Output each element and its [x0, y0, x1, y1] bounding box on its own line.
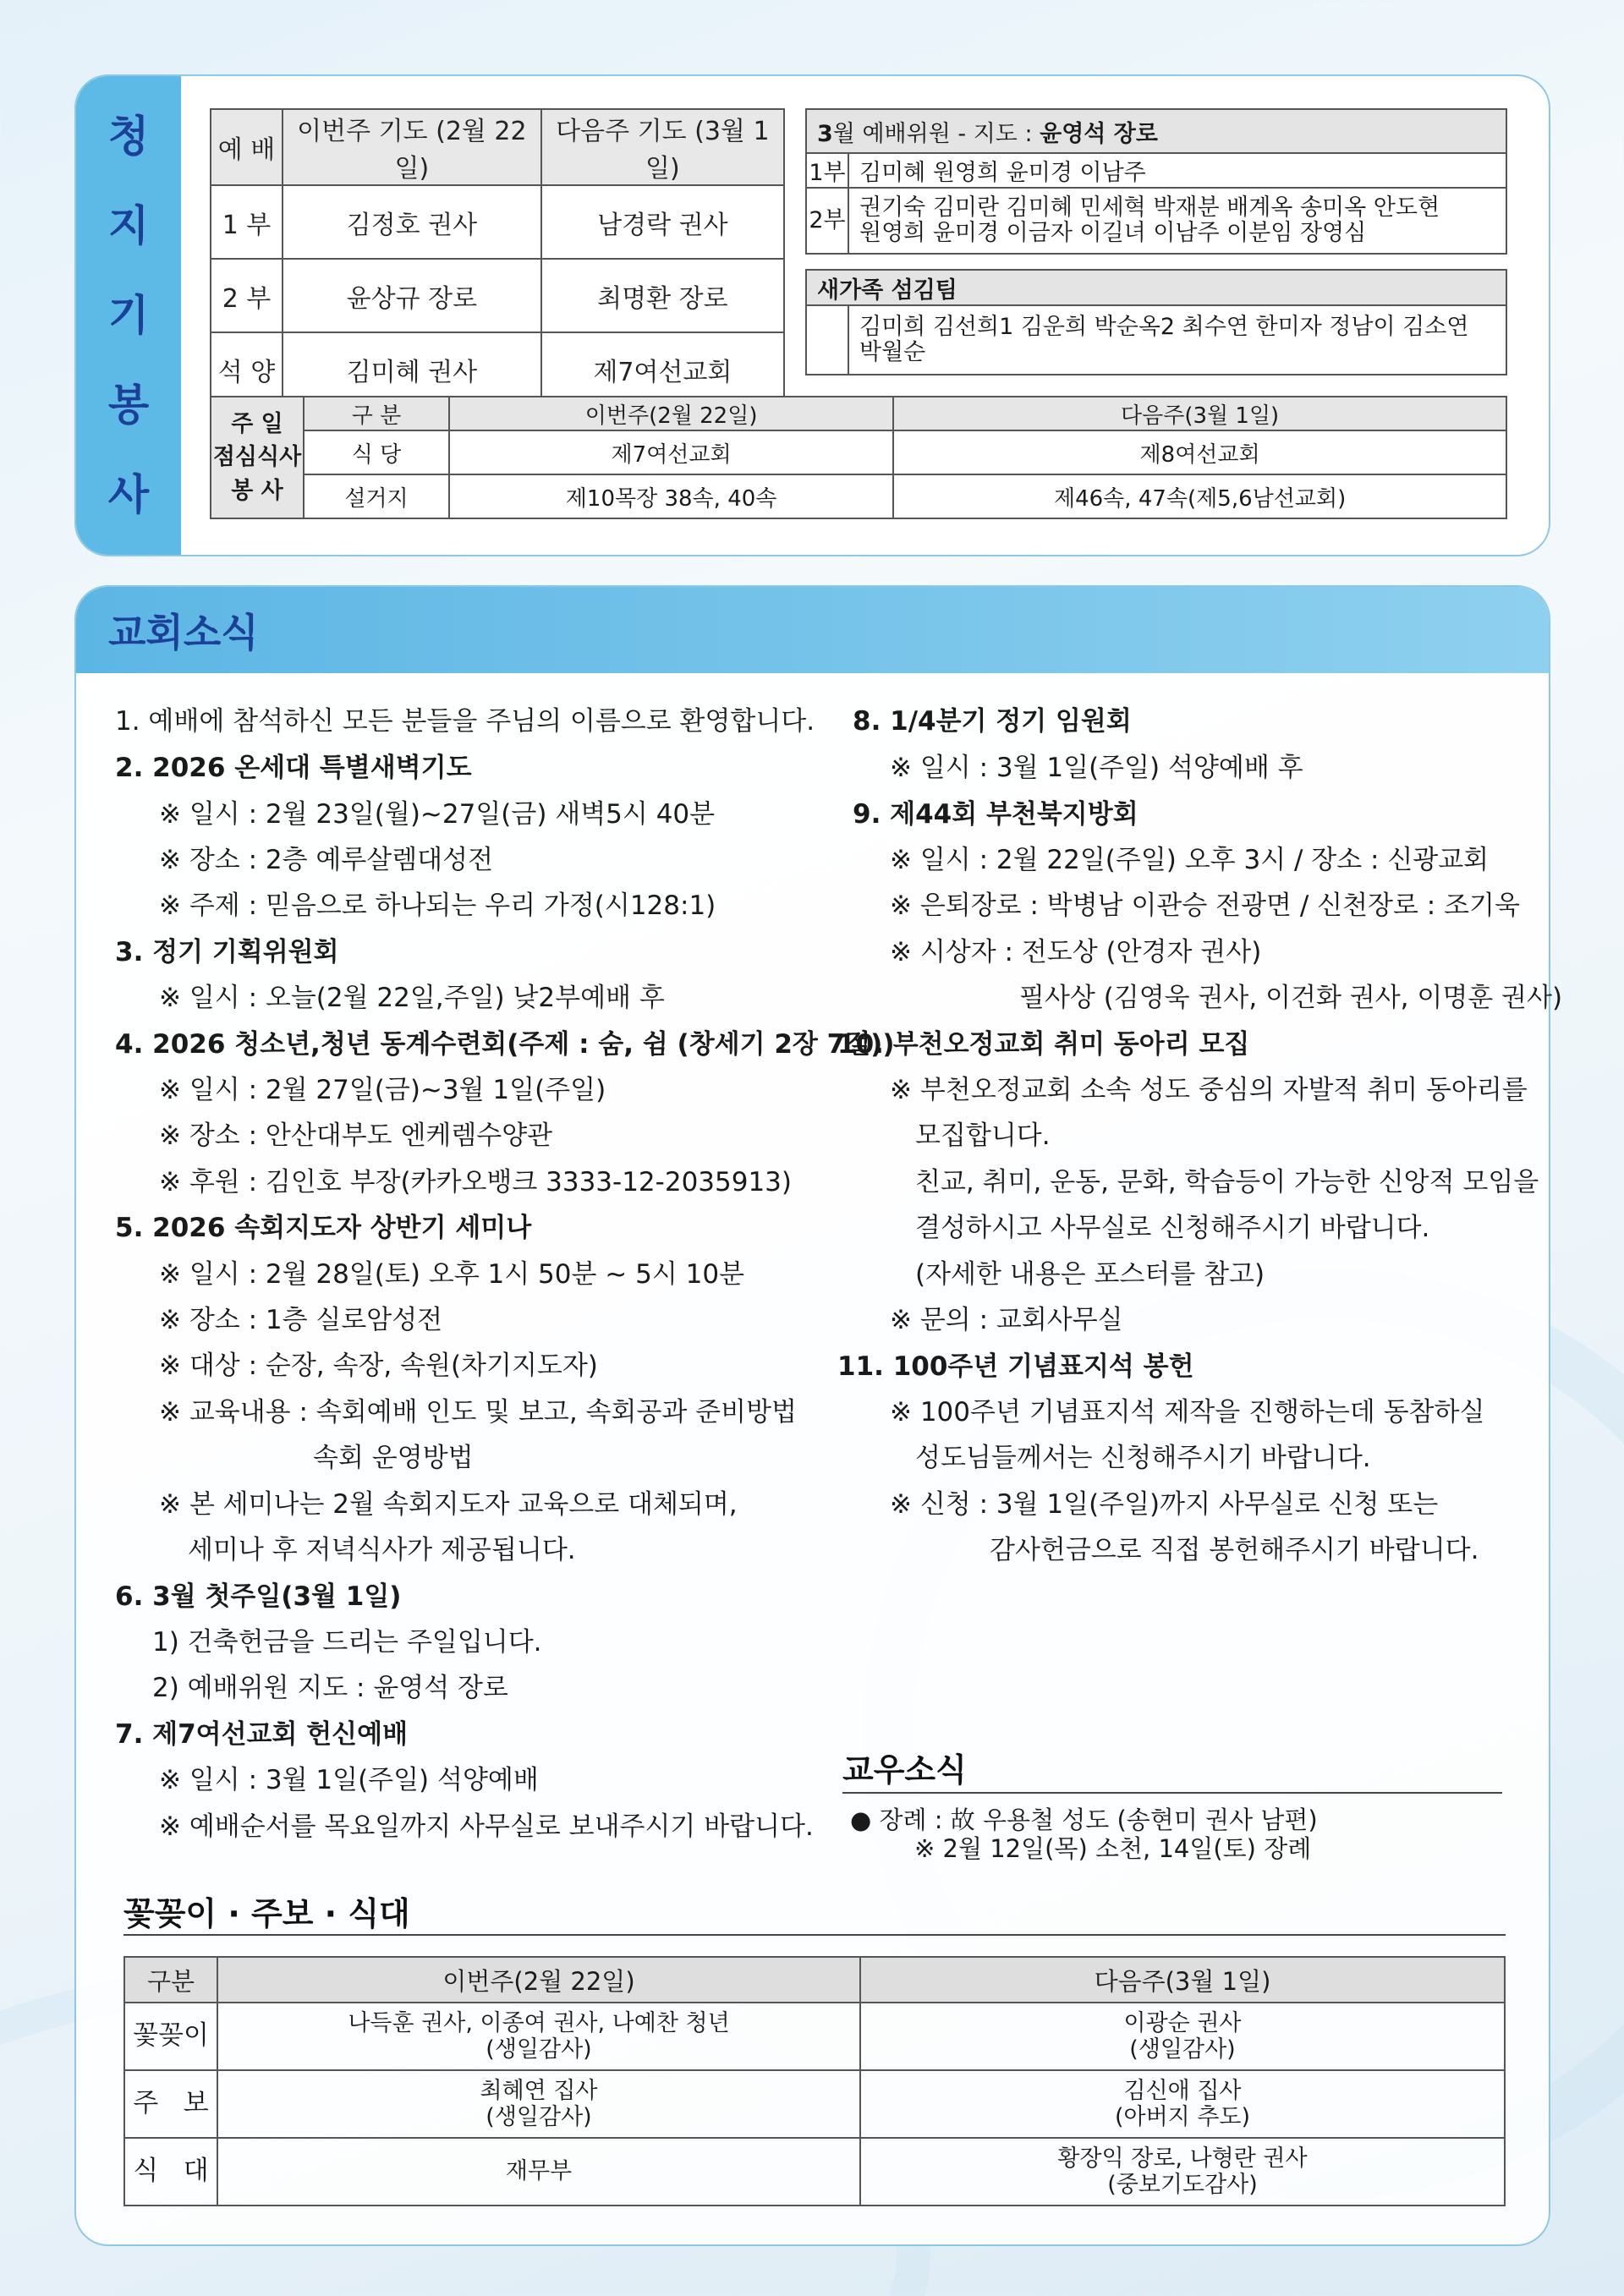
table-cell: 제7여선교회: [449, 430, 893, 474]
title-char: 청: [107, 112, 150, 161]
flowers-table: [123, 1956, 1506, 2206]
worship-committee-table: [805, 108, 1507, 255]
title-char: 기: [107, 291, 150, 340]
table-cell: 황장익 장로, 나형란 권사 (중보기도감사): [860, 2138, 1505, 2206]
table-cell: 2부: [806, 188, 848, 254]
news-item-heading: 5. 2026 속회지도자 상반기 세미나: [115, 1213, 532, 1243]
table-header: 이번주(2월 22일): [217, 1957, 860, 2003]
table-header: 다음주(3월 1일): [860, 1957, 1505, 2003]
table-cell: 설거지: [304, 474, 449, 518]
news-item-line: ※ 장소 : 1층 실로암성전: [159, 1305, 443, 1335]
divider: [842, 1792, 1502, 1794]
news-item-line: ※ 100주년 기념표지석 제작을 진행하는데 동참하실: [890, 1397, 1485, 1427]
lunch-service-table: [210, 396, 1507, 519]
flowers-title: 꽃꽂이 · 주보 · 식대: [123, 1895, 410, 1932]
title-char: 봉: [107, 381, 150, 430]
news-item-line: ※ 일시 : 2월 23일(월)~27일(금) 새벽5시 40분: [159, 799, 716, 830]
news-item-line: 성도님들께서는 신청해주시기 바랍니다.: [915, 1443, 1371, 1473]
table-cell: 김미혜 권사: [283, 332, 541, 406]
table-cell: 2 부: [211, 259, 283, 332]
table-cell: 나득훈 권사, 이종여 권사, 나예찬 청년 (생일감사): [217, 2003, 860, 2070]
table-cell: 이광순 권사 (생일감사): [860, 2003, 1505, 2070]
table-cell: 1 부: [211, 185, 283, 259]
news-item-line: ※ 은퇴장로 : 박병남 이관승 전광면 / 신천장로 : 조기욱: [890, 890, 1520, 921]
table-cell: 재무부: [217, 2138, 860, 2206]
table-row: [806, 305, 1506, 375]
member-news-line: ※ 2월 12일(목) 소천, 14일(토) 장례: [914, 1834, 1312, 1863]
title-char: 지: [107, 201, 150, 250]
table-header: 이번주(2월 22일): [449, 397, 893, 430]
table-row: [211, 259, 784, 332]
table-row: [124, 2003, 1505, 2070]
table-cell: 식 당: [304, 430, 449, 474]
news-item-line: ※ 장소 : 2층 예루살렘대성전: [159, 845, 494, 875]
news-item-line: ※ 문의 : 교회사무실: [890, 1305, 1123, 1335]
table-header: 예 배: [211, 109, 283, 185]
prayer-table: [210, 108, 785, 407]
table-cell: 석 양: [211, 332, 283, 406]
news-item-line: ※ 부천오정교회 소속 성도 중심의 자발적 취미 동아리를: [890, 1075, 1528, 1105]
table-cell: 제46속, 47속(제5,6남선교회): [893, 474, 1506, 518]
news-item-line: 속회 운영방법: [313, 1443, 474, 1473]
table-cell: 남경락 권사: [541, 185, 784, 259]
table-cell: 최명환 장로: [541, 259, 784, 332]
news-item-line: ※ 본 세미나는 2월 속회지도자 교육으로 대체되며,: [159, 1489, 738, 1520]
news-item-line: ※ 일시 : 오늘(2월 22일,주일) 낮2부예배 후: [159, 983, 665, 1013]
table-cell: 제10목장 38속, 40속: [449, 474, 893, 518]
news-item-line: ※ 일시 : 2월 27일(금)~3월 1일(주일): [159, 1075, 606, 1105]
news-item-line: ※ 교육내용 : 속회예배 인도 및 보고, 속회공과 준비방법: [159, 1397, 797, 1427]
divider: [123, 1934, 1506, 1936]
news-item-heading: 10. 부천오정교회 취미 동아리 모집: [837, 1029, 1250, 1060]
news-item-heading: 11. 100주년 기념표지석 봉헌: [837, 1351, 1194, 1382]
news-item-line: ※ 예배순서를 목요일까지 사무실로 보내주시기 바랍니다.: [159, 1811, 814, 1842]
stewardship-title-band: [76, 76, 181, 555]
table-row: [211, 474, 1506, 518]
worship-committee-header: 3월 예배위원 - 지도 : 윤영석 장로: [806, 109, 1506, 153]
news-item-line: 2) 예배위원 지도 : 윤영석 장로: [152, 1673, 508, 1703]
news-item-heading: 3. 정기 기획위원회: [115, 937, 339, 967]
news-item-line: 모집합니다.: [915, 1121, 1051, 1151]
title-char: 사: [107, 470, 150, 519]
table-header: 구 분: [304, 397, 449, 430]
lunch-label: 주 일 점심식사 봉 사: [211, 397, 304, 518]
table-header: 다음주 기도 (3월 1일): [541, 109, 784, 185]
church-news-header: [76, 587, 1549, 673]
table-header: 다음주(3월 1일): [893, 397, 1506, 430]
table-cell: [806, 305, 848, 375]
table-cell: 김신애 집사 (아버지 추도): [860, 2070, 1505, 2138]
news-item-line: ※ 신청 : 3월 1일(주일)까지 사무실로 신청 또는: [890, 1489, 1439, 1520]
news-item-heading: 2. 2026 온세대 특별새벽기도: [115, 753, 472, 783]
table-cell: 꽃꽂이: [124, 2003, 217, 2070]
table-row: [806, 188, 1506, 254]
table-cell: 제8여선교회: [893, 430, 1506, 474]
news-item-line: 세미나 후 저녁식사가 제공됩니다.: [188, 1535, 576, 1565]
table-cell: 권기숙 김미란 김미혜 민세혁 박재분 배계옥 송미옥 안도현 원영희 윤미경 이금자 이길녀 이남주 이분임 장영심: [848, 188, 1506, 254]
newcomer-team-header: 새가족 섬김팀: [806, 270, 1506, 305]
table-cell: 최혜연 집사 (생일감사): [217, 2070, 860, 2138]
news-item-heading: 9. 제44회 부천북지방회: [853, 799, 1138, 830]
table-cell: 1부: [806, 153, 848, 188]
table-cell: 윤상규 장로: [283, 259, 541, 332]
table-row: [211, 430, 1506, 474]
news-item-line: ※ 일시 : 2월 28일(토) 오후 1시 50분 ~ 5시 10분: [159, 1259, 745, 1290]
church-news-title: 교회소식: [108, 610, 259, 655]
news-item-line: 감사헌금으로 직접 봉헌해주시기 바랍니다.: [990, 1535, 1479, 1565]
table-cell: 김미혜 원영희 윤미경 이남주: [848, 153, 1506, 188]
news-item-line: ※ 일시 : 2월 22일(주일) 오후 3시 / 장소 : 신광교회: [890, 845, 1490, 875]
news-item-line: (자세한 내용은 포스터를 참고): [915, 1259, 1265, 1290]
news-item-line: ※ 주제 : 믿음으로 하나되는 우리 가정(시128:1): [159, 890, 716, 921]
table-row: [124, 2138, 1505, 2206]
news-item-line: ※ 후원 : 김인호 부장(카카오뱅크 3333-12-2035913): [159, 1167, 793, 1197]
table-row: [806, 153, 1506, 188]
table-header: 이번주 기도 (2월 22일): [283, 109, 541, 185]
table-row: [211, 185, 784, 259]
member-news-title: 교우소식: [842, 1751, 967, 1789]
news-item-line: ※ 장소 : 안산대부도 엔케렘수양관: [159, 1121, 553, 1151]
news-item-heading: 4. 2026 청소년,청년 동계수련회(주제 : 숨, 쉼 (창세기 2장 7절)): [115, 1029, 895, 1060]
news-item-line: 결성하시고 사무실로 신청해주시기 바랍니다.: [915, 1213, 1430, 1243]
news-item-line: ※ 대상 : 순장, 속장, 속원(차기지도자): [159, 1351, 598, 1381]
table-cell: 주 보: [124, 2070, 217, 2138]
table-row: [211, 332, 784, 406]
news-item-heading: 6. 3월 첫주일(3월 1일): [115, 1581, 402, 1612]
news-item-heading: 7. 제7여선교회 헌신예배: [115, 1719, 409, 1750]
table-row: [124, 2070, 1505, 2138]
news-item-line: 1. 예배에 참석하신 모든 분들을 주님의 이름으로 환영합니다.: [115, 706, 815, 737]
table-cell: 제7여선교회: [541, 332, 784, 406]
news-item-line: ※ 일시 : 3월 1일(주일) 석양예배 후: [890, 753, 1303, 783]
news-item-heading: 8. 1/4분기 정기 임원회: [853, 706, 1132, 737]
news-item-line: 필사상 (김영욱 권사, 이건화 권사, 이명훈 권사): [1019, 983, 1563, 1013]
table-cell: 식 대: [124, 2138, 217, 2206]
table-header: 구분: [124, 1957, 217, 2003]
news-item-line: 친교, 취미, 운동, 문화, 학습등이 가능한 신앙적 모임을: [915, 1167, 1539, 1197]
member-news-line: ● 장례 : 故 우용철 성도 (송현미 권사 남편): [850, 1806, 1318, 1834]
news-item-line: ※ 시상자 : 전도상 (안경자 권사): [890, 937, 1262, 967]
table-cell: 김정호 권사: [283, 185, 541, 259]
news-item-line: 1) 건축헌금을 드리는 주일입니다.: [152, 1627, 542, 1658]
table-cell: 김미희 김선희1 김운희 박순옥2 최수연 한미자 정남이 김소연 박월순: [848, 305, 1506, 375]
newcomer-team-table: [805, 269, 1507, 375]
stewardship-card: [74, 74, 1550, 556]
news-item-line: ※ 일시 : 3월 1일(주일) 석양예배: [159, 1765, 539, 1795]
